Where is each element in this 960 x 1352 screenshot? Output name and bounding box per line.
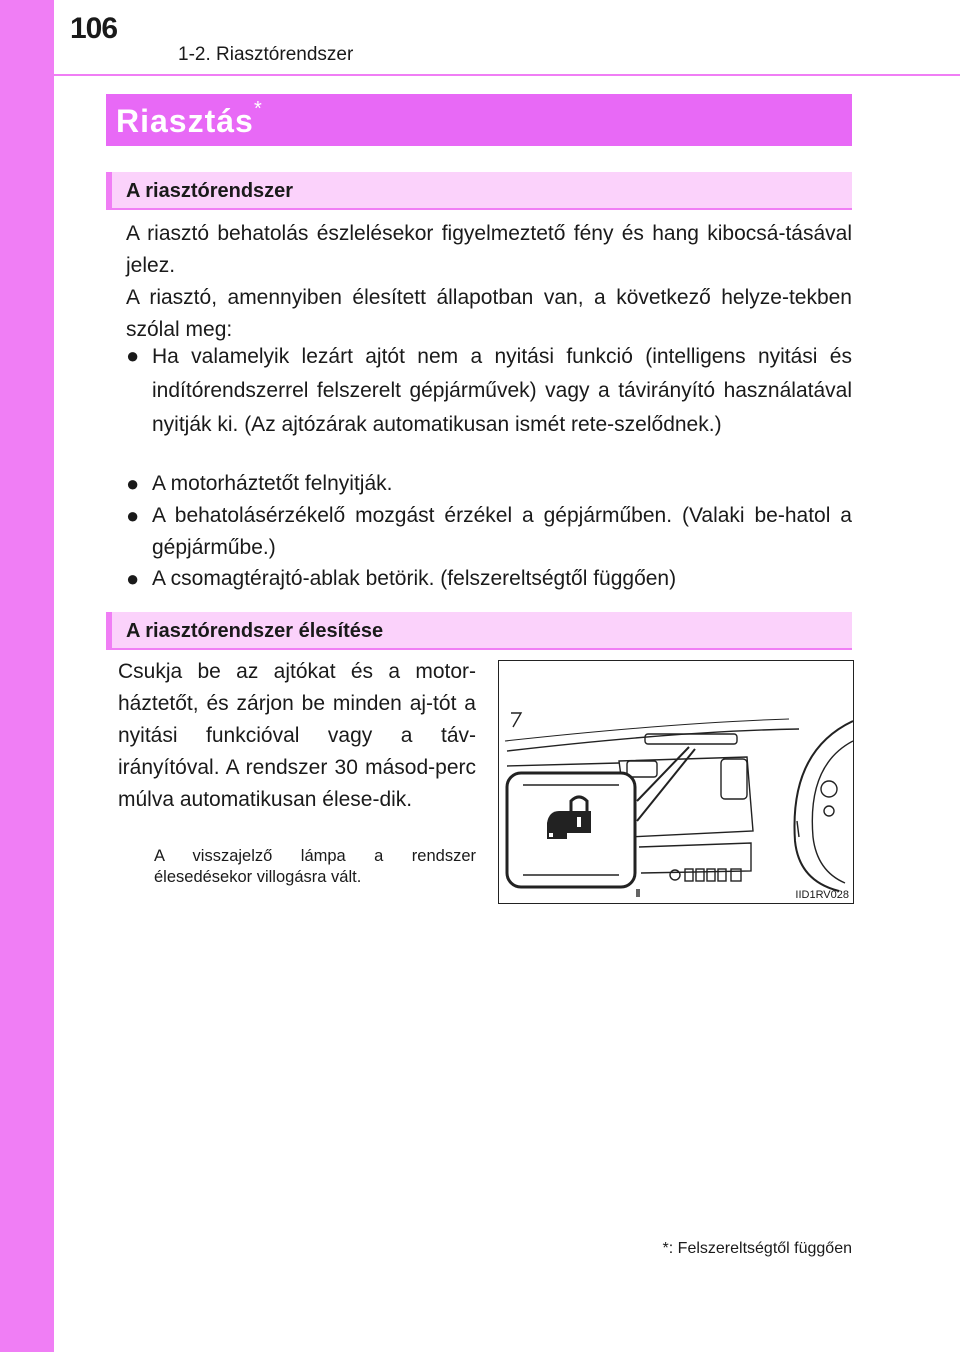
trigger-paragraph: A riasztó, amennyiben élesített állapotban van, a következő helyze-tekben szólal meg:: [126, 286, 852, 341]
running-head: 1-2. Riasztórendszer: [178, 44, 354, 65]
list-item-text: A motorháztetőt felnyitják.: [152, 472, 393, 495]
list-item-text: A behatolásérzékelő mozgást érzékel a gépjárműben. (Valaki be-hatol a gépjárműbe.): [152, 504, 852, 559]
footnote-asterisk: *: [662, 1240, 669, 1257]
bullet-icon: ●: [126, 503, 140, 528]
dashboard-illustration: [498, 660, 854, 904]
title-asterisk: *: [254, 98, 262, 120]
figure-code: IID1RV028: [795, 889, 849, 901]
page-title: Riasztás: [116, 103, 254, 139]
list-item-text: A csomagtérajtó-ablak betörik. (felszereltségtől függően): [152, 567, 677, 590]
dashboard-drawing: [499, 661, 853, 903]
list-item: [126, 340, 852, 442]
list-item: [126, 563, 852, 595]
footnote-text: : Felszereltségtől függően: [668, 1240, 852, 1257]
header-rule: [54, 74, 960, 76]
indicator-note: A visszajelző lámpa a rendszer élesedésekor villogásra vált.: [154, 847, 476, 886]
bullet-icon: ●: [126, 343, 140, 368]
bullet-icon: ●: [126, 566, 140, 591]
arming-instructions: Csukja be az ajtókat és a motor-háztetőt, és zárjon be minden aj-tót a nyitási funkcióval vagy a táv-irányítóval. A rendszer 30 másod-perc múlva automatikusan élese-dik.: [118, 660, 476, 811]
side-color-strip: [0, 0, 54, 1352]
bullet-icon: ●: [126, 471, 140, 496]
page-number: 106: [70, 12, 118, 45]
intro-paragraph: A riasztó behatolás észlelésekor figyelmeztető fény és hang kibocsá-tásával jelez.: [126, 222, 852, 277]
list-item: [126, 468, 852, 500]
section-heading-alarm-system: A riasztórendszer: [126, 180, 294, 202]
list-item-text: Ha valamelyik lezárt ajtót nem a nyitási funkció (intelligens nyitási és indítórendszerrel felszerelt gépjárművek) vagy a távirányító használatával nyitják ki. (Az ajtózárak automatikusan ismét rete-szelődnek.): [152, 345, 852, 436]
footnote: [663, 1240, 852, 1258]
section-heading-arming: A riasztórendszer élesítése: [126, 620, 384, 642]
list-item: [126, 500, 852, 564]
